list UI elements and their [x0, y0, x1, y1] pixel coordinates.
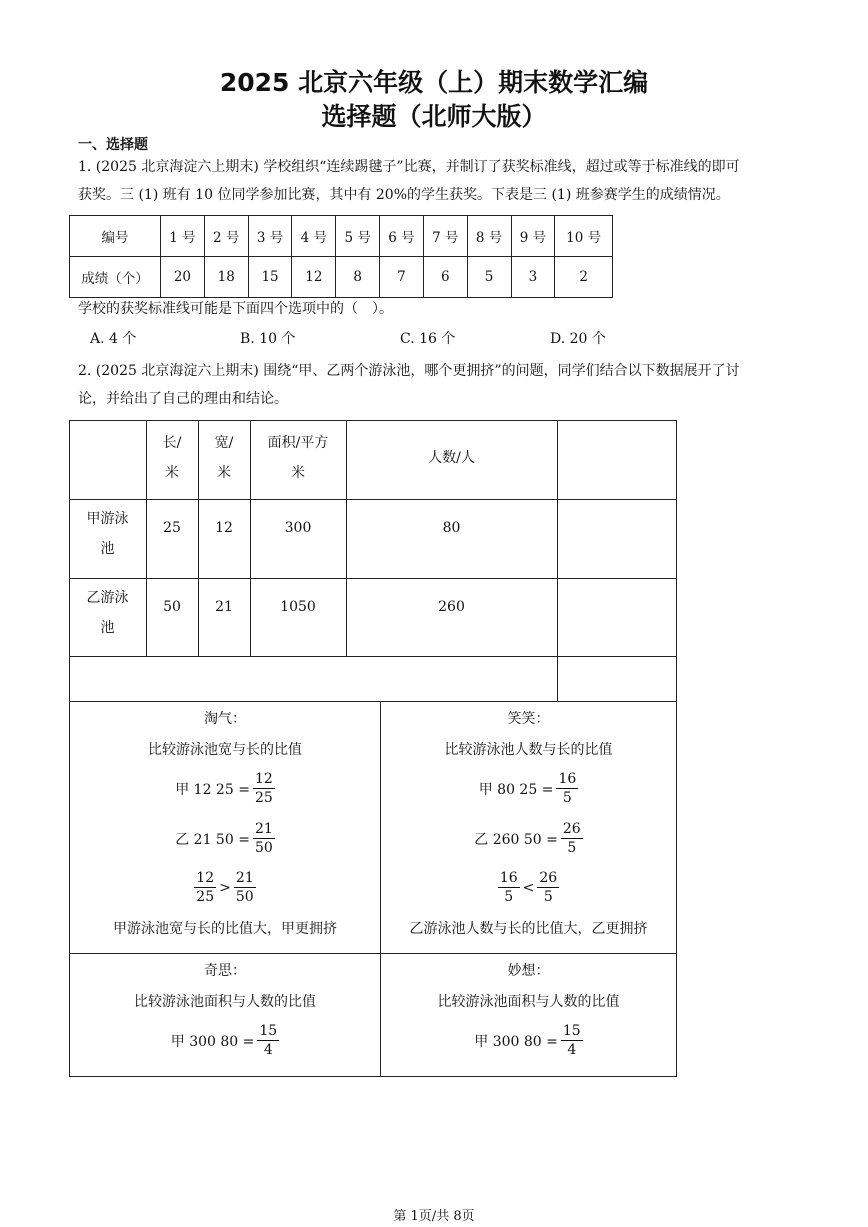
section-heading: 一、选择题	[78, 137, 148, 153]
cell-yi-length: 50	[163, 599, 181, 615]
option-b[interactable]: B. 10 个	[240, 331, 296, 347]
miaoxiang-jia-eq: 甲 300 80 = $\frac{15}{4}$	[474, 1023, 581, 1058]
table-cell: 5	[467, 257, 511, 298]
table-cell: 15	[248, 257, 292, 298]
qisi-jia-eq: 甲 300 80 = $\frac{15}{4}$	[170, 1023, 278, 1058]
cell-jia-area: 300	[284, 520, 312, 536]
taoqi-conclusion: 甲游泳池宽与长的比值大，甲更拥挤	[113, 921, 337, 937]
cell-jia-length: 25	[163, 520, 181, 536]
miaoxiang-desc: 比较游泳池面积与人数的比值	[437, 994, 620, 1010]
table-cell: 2 号	[204, 216, 248, 257]
row-name-jia: 甲游泳 池	[86, 511, 129, 557]
table-cell: 6 号	[380, 216, 424, 257]
q1-options	[90, 328, 606, 350]
table-row	[70, 216, 613, 257]
xiaoxiao-yi-eq: 乙 260 50 = $\frac{26}{5}$	[474, 821, 581, 856]
option-c[interactable]: C. 16 个	[400, 331, 456, 347]
cell-jia-people: 80	[442, 520, 461, 536]
xiaoxiao-name: 笑笑：	[507, 711, 550, 727]
q1-question: 学校的获奖标准线可能是下面四个选项中的（ ）。	[78, 301, 393, 317]
table-cell: 4 号	[292, 216, 336, 257]
taoqi-name: 淘气：	[204, 711, 246, 727]
q2-text-line1: 2. (2025 北京海淀六上期末) 围绕“甲、乙两个游泳池，哪个更拥挤”的问题，同学们结合以下数据展开了讨	[78, 363, 740, 379]
xiaoxiao-jia-eq: 甲 80 25 = $\frac{16}{5}$	[478, 771, 577, 806]
table-cell: 6	[423, 257, 467, 298]
page-title: 2025 北京六年级（上）期末数学汇编	[219, 68, 649, 97]
miaoxiang-name: 妙想：	[507, 963, 550, 979]
q1-text-line1: 1. (2025 北京海淀六上期末) 学校组织“连续踢毽子”比赛，并制订了获奖标准线，超过或等于标准线的即可	[78, 159, 740, 175]
col-header-length: 长/ 米	[162, 435, 182, 481]
option-d[interactable]: D. 20 个	[550, 331, 606, 347]
miaoxiang-box	[380, 953, 677, 1077]
cell-yi-area: 1050	[280, 599, 316, 615]
qisi-desc: 比较游泳池面积与人数的比值	[134, 994, 316, 1010]
xiaoxiao-compare: $\frac{16}{5}$ < $\frac{26}{5}$	[499, 870, 558, 905]
option-a[interactable]: A. 4 个	[90, 331, 137, 347]
table-cell: 7 号	[423, 216, 467, 257]
table-cell: 5 号	[336, 216, 380, 257]
table-cell: 10 号	[555, 216, 613, 257]
cell-jia-width: 12	[215, 520, 233, 536]
xiaoxiao-desc: 比较游泳池人数与长的比值	[444, 742, 613, 758]
q1-score-table	[69, 215, 613, 298]
xiaoxiao-box	[380, 701, 677, 954]
taoqi-box	[69, 701, 381, 954]
table-cell: 2	[555, 257, 613, 298]
cell-yi-people: 260	[438, 599, 465, 615]
table-cell: 12	[292, 257, 336, 298]
table-row	[70, 257, 613, 298]
page-footer: 第 1页/共 8页	[393, 1209, 475, 1224]
table-cell: 8	[336, 257, 380, 298]
taoqi-yi-eq: 乙 21 50 = $\frac{21}{50}$	[175, 821, 273, 856]
table-cell: 20	[161, 257, 205, 298]
q2-text-line2: 论，并给出了自己的理由和结论。	[78, 391, 288, 407]
taoqi-jia-eq: 甲 12 25 = $\frac{12}{25}$	[175, 771, 273, 806]
table-cell: 3 号	[248, 216, 292, 257]
col-header-people: 人数/人	[428, 450, 475, 466]
taoqi-compare: $\frac{12}{25}$ > $\frac{21}{50}$	[196, 870, 254, 905]
qisi-box	[69, 953, 381, 1077]
row-name-yi: 乙游泳 池	[86, 590, 129, 636]
taoqi-desc: 比较游泳池宽与长的比值	[148, 742, 302, 758]
page-subtitle: 选择题（北师大版）	[321, 102, 547, 131]
table-cell: 1 号	[161, 216, 205, 257]
table-header-id: 编号	[70, 216, 161, 257]
cell-yi-width: 21	[215, 599, 233, 615]
table-header-score: 成绩（个）	[70, 257, 161, 298]
table-cell: 7	[380, 257, 424, 298]
q1-text-line2: 获奖。三 (1) 班有 10 位同学参加比赛，其中有 20%的学生获奖。下表是三 (1) 班参赛学生的成绩情况。	[78, 187, 730, 203]
table-cell: 9 号	[511, 216, 555, 257]
table-cell: 8 号	[467, 216, 511, 257]
col-header-area: 面积/平方 米	[267, 435, 329, 481]
qisi-name: 奇思：	[204, 963, 246, 979]
table-cell: 18	[204, 257, 248, 298]
col-header-width: 宽/ 米	[214, 435, 234, 481]
table-cell: 3	[511, 257, 555, 298]
xiaoxiao-conclusion: 乙游泳池人数与长的比值大，乙更拥挤	[409, 921, 648, 937]
